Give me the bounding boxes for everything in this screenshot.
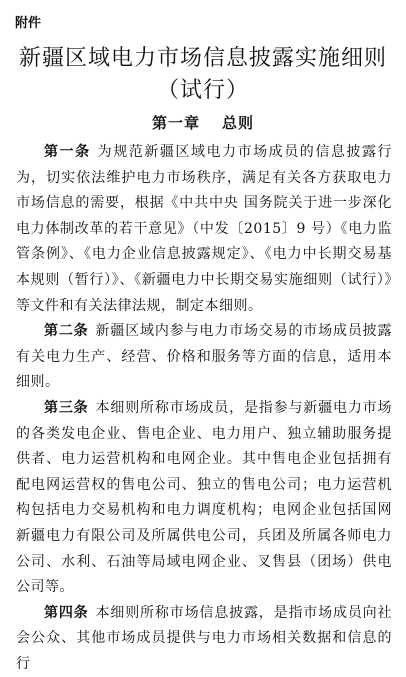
article-number: 第二条 [44, 323, 89, 340]
article-2 [16, 319, 392, 396]
document-subtitle: （试行） [156, 78, 249, 103]
document-title: 新疆区域电力市场信息披露实施细则 [18, 46, 387, 71]
article-number: 第一条 [44, 144, 91, 160]
article-text: 本细则所称市场成员，是指参与新疆电力市场的各类发电企业、售电企业、电力用户、独立辅助服务提供者、电力运营机构和电网企业。其中售电企业包括拥有配电网运营权的售电公司、独立的售电公司；电力运营机构包括电力交易机构和电力调度机构；电网企业包括国网新疆电力有限公司及所属供电公司，兵团及所属各师电力公司、水利、石油等局域电网企业、叉售县（团场）供电公司等。 [16, 399, 393, 596]
article-text: 为规范新疆区域电力市场成员的信息披露行为，切实依法维护电力市场秩序，满足有关各方获取电力市场信息的需要，根据《中共中央 国务院关于进一步深化电力体制改革的若干意见》（中发〔2015〕9 号）《电力监管条例》、《电力企业信息披露规定》、《电力中长期交易基本规则（暂行）》、《新疆电力中长期交易实施细则（试行）》等文件和有关法律法规，制定本细则。 [16, 144, 393, 314]
chapter-name: 总则 [222, 114, 255, 132]
article-text: 本细则所称市场信息披露，是指市场成员向社会公众、其他市场成员提供与电力市场相关数据和信息的行 [16, 604, 393, 672]
article-text: 新疆区域内参与电力市场交易的市场成员披露有关电力生产、经营、价格和服务等方面的信息，适用本细则。 [16, 323, 393, 391]
article-1 [16, 140, 392, 319]
article-number: 第四条 [44, 604, 89, 621]
chapter-number: 第一章 [151, 114, 200, 132]
chapter-heading [0, 112, 406, 133]
article-number: 第三条 [44, 399, 89, 416]
attachment-label: 附件 [15, 16, 42, 31]
document-body [16, 140, 392, 677]
article-3 [16, 396, 392, 601]
article-4 [16, 601, 392, 677]
